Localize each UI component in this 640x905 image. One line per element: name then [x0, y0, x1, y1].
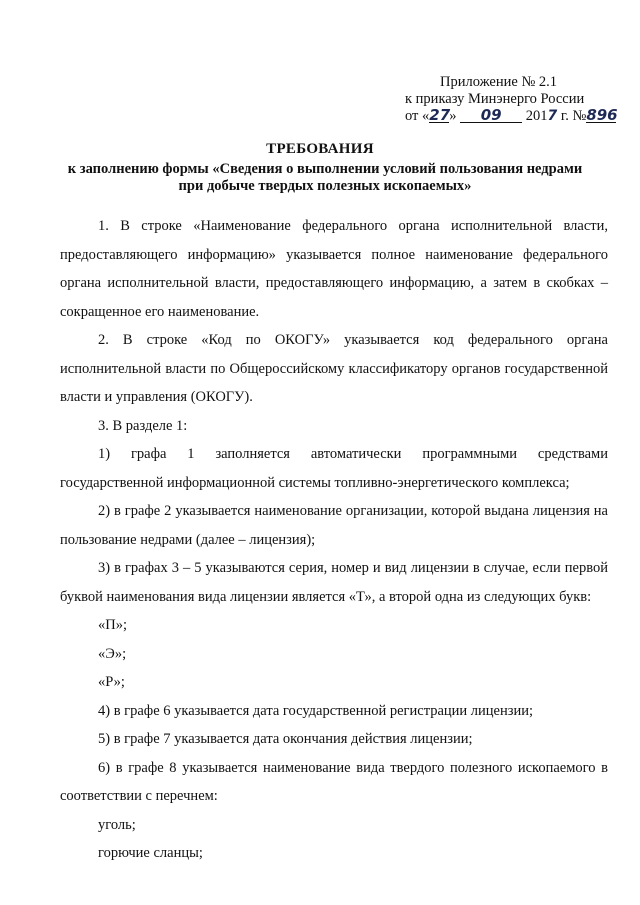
list-item: 6) в графе 8 указывается наименование вида твердого полезного ископаемого в соответствии с перечнем: — [60, 759, 608, 804]
date-close-quote: » — [449, 108, 457, 124]
list-item: 4) в графе 6 указывается дата государственной регистрации лицензии; — [98, 702, 534, 719]
appendix-title: Приложение № 2.1 — [440, 74, 558, 90]
year-prefix: 201 — [525, 108, 548, 124]
list-item: 5) в графе 7 указывается дата окончания действия лицензии; — [98, 731, 473, 747]
list-item: «Р»; — [98, 674, 125, 690]
list-item: уголь; — [98, 816, 136, 833]
list-item: «Э»; — [98, 645, 127, 662]
handwritten-year-digit: 7 — [547, 108, 558, 124]
paragraph-2: 2. В строке «Код по ОКОГУ» указывается код федерального органа исполнительной власти по Общероссийскому классификатору органов государственной власти и управления (ОКОГУ). — [60, 332, 608, 405]
document-body — [60, 212, 608, 868]
list-item: горючие сланцы; — [98, 845, 203, 861]
appendix-block — [405, 74, 616, 125]
appendix-date-line — [405, 108, 616, 125]
handwritten-day: 27 — [429, 106, 451, 124]
list-item: 2) в графе 2 указывается наименование организации, которой выдана лицензия на пользование недрами (далее – лицензия); — [60, 503, 608, 548]
date-prefix: от « — [405, 108, 430, 124]
document-subtitle: к заполнению формы «Сведения о выполнении условий пользования недрами при добыче твердых полезных ископаемых» — [67, 161, 583, 194]
paragraph-3: 3. В разделе 1: — [98, 417, 188, 434]
order-number-label: г. № — [557, 108, 587, 124]
paragraph-1: 1. В строке «Наименование федерального органа исполнительной власти, предоставляющего информацию» указывается полное наименование федерального органа исполнительной власти, предоставляющего информацию, а затем в скобках – сокращенное его наименование. — [60, 218, 608, 320]
document-title: ТРЕБОВАНИЯ — [266, 141, 374, 157]
list-item: 3) в графах 3 – 5 указываются серия, номер и вид лицензии в случае, если первой буквой наименования вида лицензии является «Т», а второй одна из следующих букв: — [60, 560, 608, 605]
handwritten-month: 09 — [460, 108, 522, 123]
appendix-order-ref: к приказу Минэнерго России — [405, 91, 585, 107]
list-item: 1) графа 1 заполняется автоматически программными средствами государственной информационной системы топливно-энергетического комплекса; — [60, 446, 608, 491]
handwritten-order-number: 896 — [586, 106, 618, 124]
list-item: «П»; — [98, 617, 127, 633]
